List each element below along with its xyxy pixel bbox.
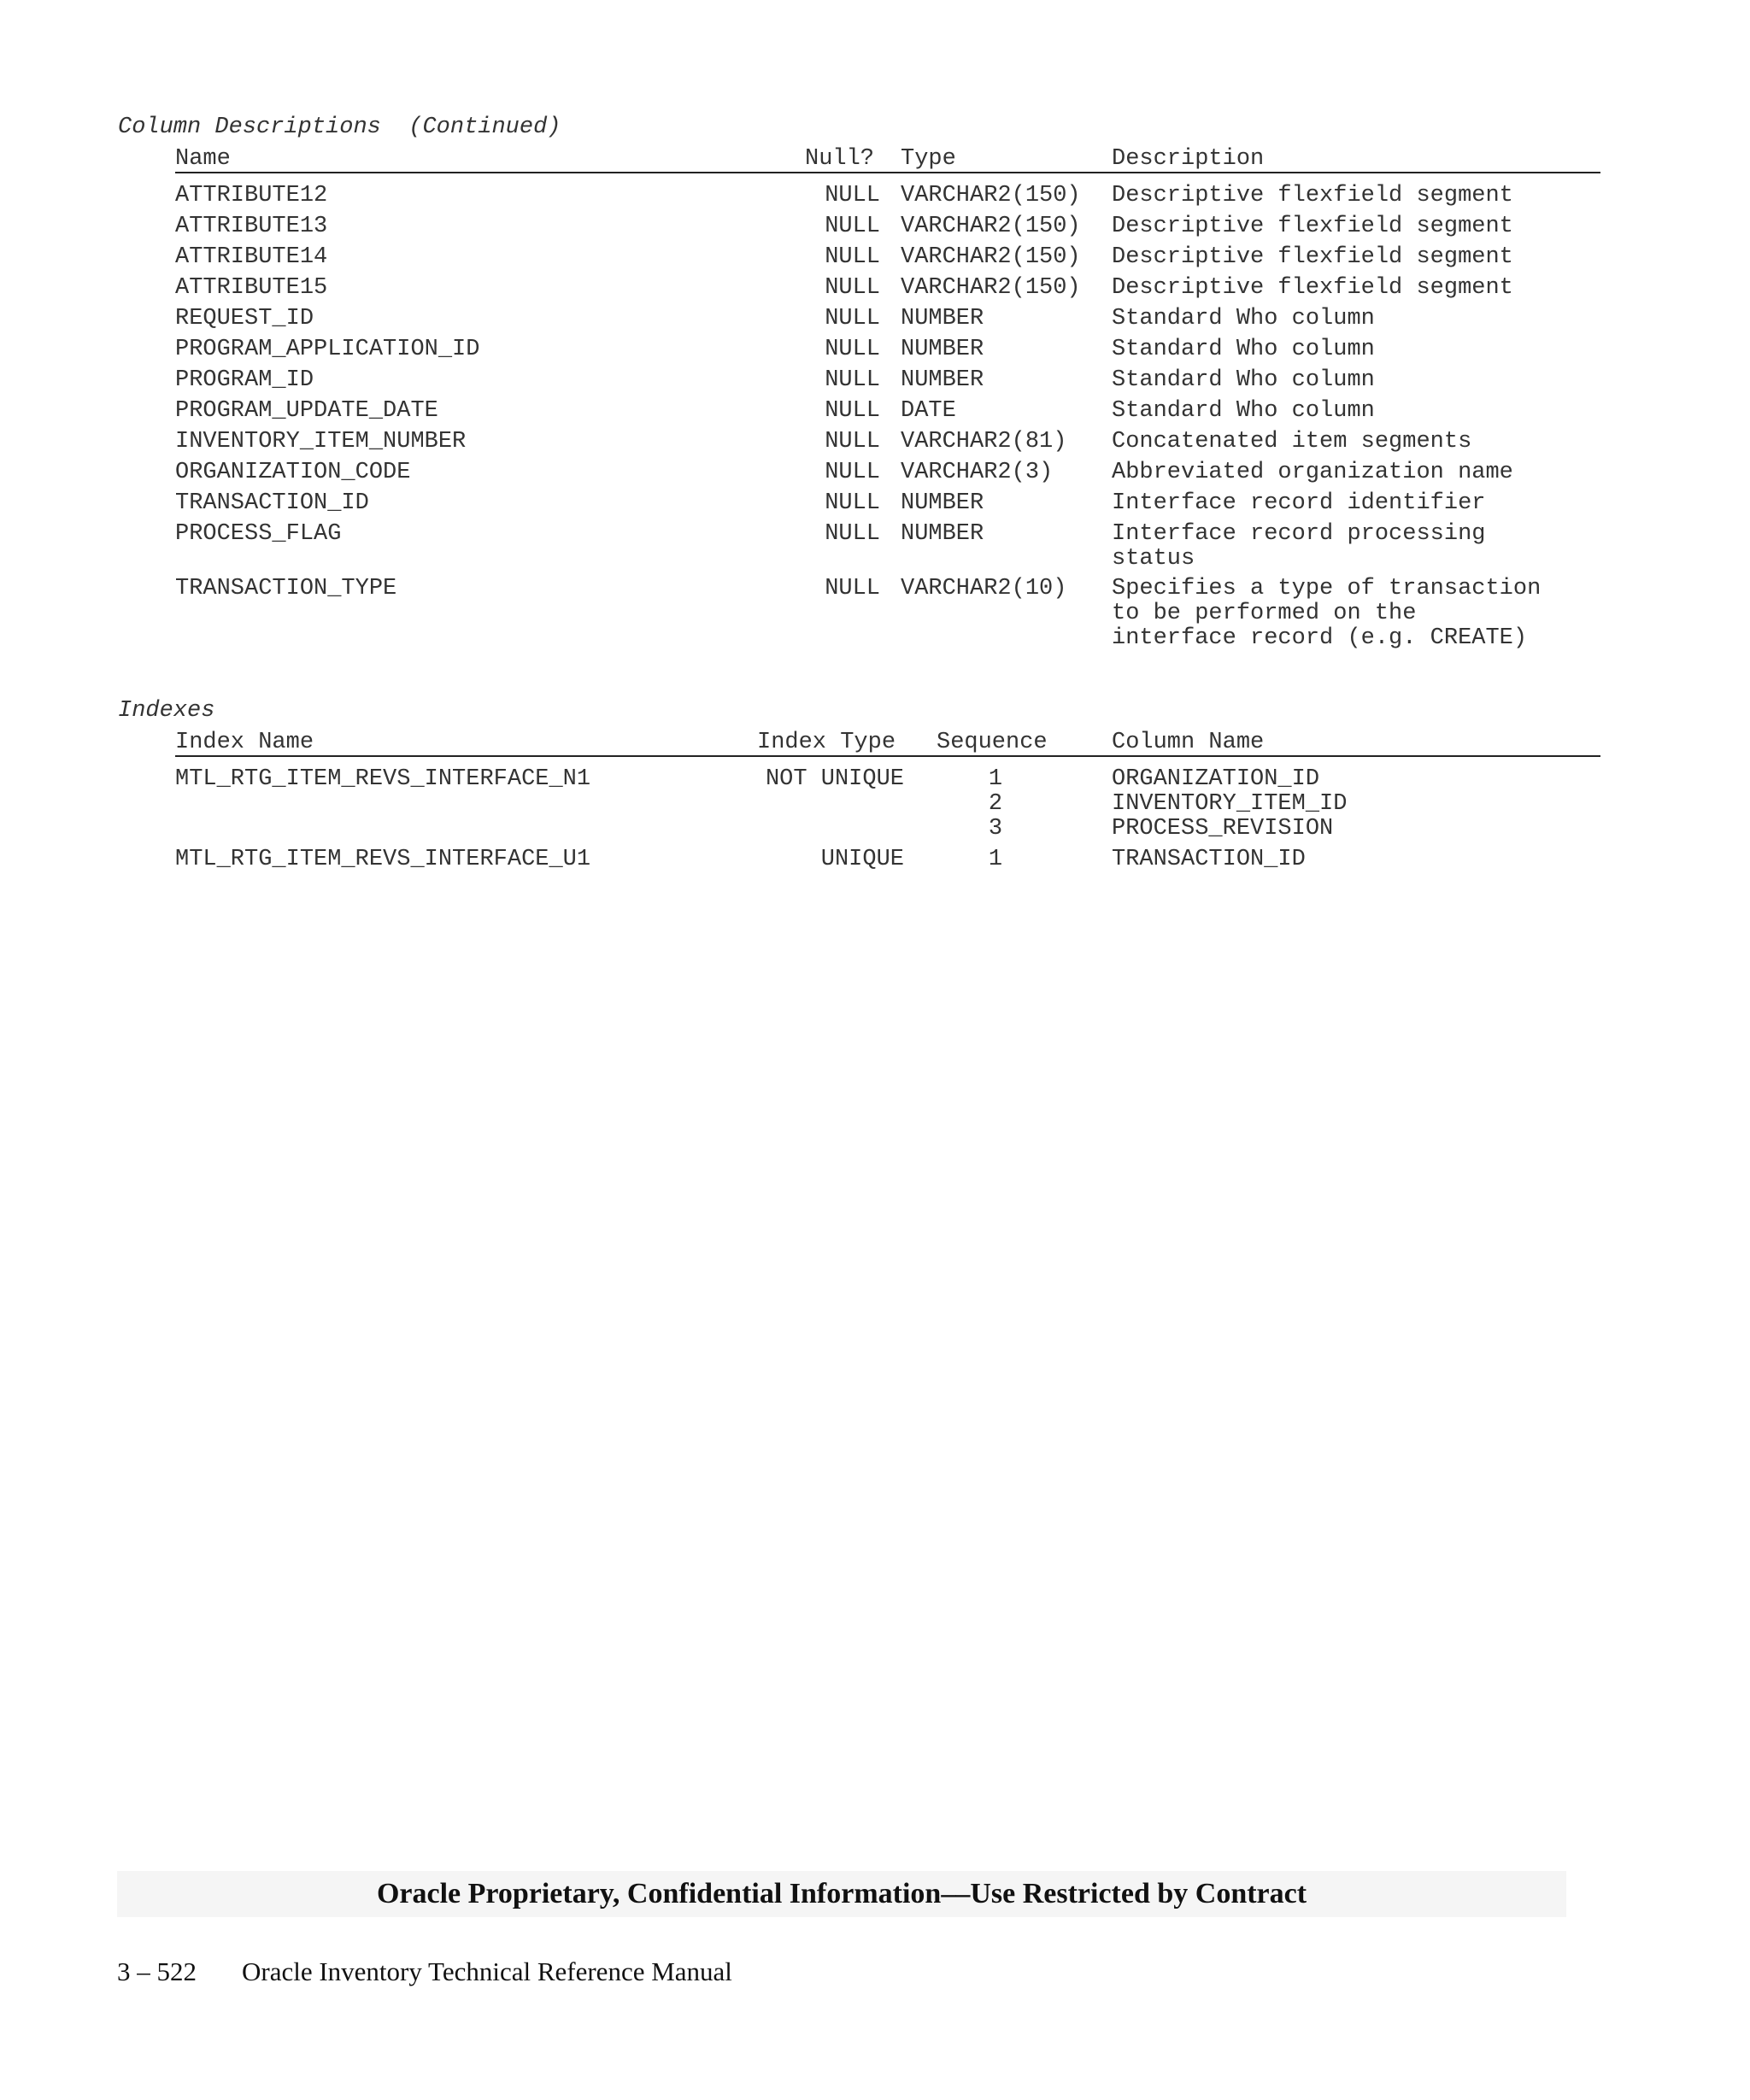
description-cell: Abbreviated organization name	[1112, 460, 1513, 485]
column-header-name: Name	[175, 146, 231, 172]
column-header-null: Null?	[805, 146, 875, 172]
type-cell: VARCHAR2(150)	[901, 244, 1081, 270]
null-cell: NULL	[825, 367, 880, 393]
null-cell: NULL	[825, 306, 880, 331]
column-name-cell: REQUEST_ID	[175, 306, 314, 331]
description-cell: Specifies a type of transaction to be performed on the interface record (e.g. CREATE)	[1112, 576, 1542, 651]
column-name-cell: ATTRIBUTE12	[175, 183, 328, 208]
manual-title: Oracle Inventory Technical Reference Manual	[242, 1956, 732, 1986]
column-name-cell: PROGRAM_UPDATE_DATE	[175, 398, 438, 424]
null-cell: NULL	[825, 275, 880, 301]
column-name-cell: TRANSACTION_TYPE	[175, 576, 397, 601]
null-cell: NULL	[825, 214, 880, 239]
column-name-cell: INVENTORY_ITEM_NUMBER	[175, 429, 467, 455]
type-cell: VARCHAR2(10)	[901, 576, 1067, 601]
index-column-cell: ORGANIZATION_ID INVENTORY_ITEM_ID PROCESS_REVISION	[1112, 766, 1348, 842]
type-cell: VARCHAR2(150)	[901, 183, 1081, 208]
type-cell: NUMBER	[901, 306, 984, 331]
column-name-cell: ATTRIBUTE14	[175, 244, 328, 270]
confidential-notice: Oracle Proprietary, Confidential Information––Use Restricted by Contract	[376, 1878, 1307, 1909]
column-name-cell: PROCESS_FLAG	[175, 521, 342, 547]
index-name-cell: MTL_RTG_ITEM_REVS_INTERFACE_U1	[175, 847, 591, 872]
column-header-description: Description	[1112, 146, 1265, 172]
null-cell: NULL	[825, 337, 880, 362]
type-cell: NUMBER	[901, 367, 984, 393]
description-cell: Standard Who column	[1112, 398, 1375, 424]
description-cell: Concatenated item segments	[1112, 429, 1472, 455]
null-cell: NULL	[825, 521, 880, 547]
null-cell: NULL	[825, 460, 880, 485]
column-name-cell: ATTRIBUTE13	[175, 214, 328, 239]
sequence-cell: 1	[988, 847, 1003, 872]
type-cell: DATE	[901, 398, 956, 424]
sequence-cell: 1 2 3	[988, 766, 1003, 842]
type-cell: NUMBER	[901, 337, 984, 362]
index-header-column-name: Column Name	[1112, 730, 1265, 755]
column-name-cell: TRANSACTION_ID	[175, 490, 369, 516]
confidential-banner	[117, 1871, 1566, 1917]
type-cell: VARCHAR2(3)	[901, 460, 1054, 485]
column-name-cell: PROGRAM_ID	[175, 367, 314, 393]
column-header-rule	[175, 172, 1600, 173]
column-header-type: Type	[901, 146, 956, 172]
type-cell: NUMBER	[901, 490, 984, 516]
column-name-cell: ORGANIZATION_CODE	[175, 460, 411, 485]
description-cell: Standard Who column	[1112, 337, 1375, 362]
page-number: 3 – 522	[117, 1956, 197, 1986]
null-cell: NULL	[825, 490, 880, 516]
index-type-cell: UNIQUE	[820, 847, 904, 872]
description-cell: Descriptive flexfield segment	[1112, 275, 1513, 301]
index-header-rule	[175, 755, 1600, 757]
description-cell: Interface record processing status	[1112, 521, 1486, 572]
column-descriptions-title: Column Descriptions (Continued)	[118, 114, 561, 140]
null-cell: NULL	[825, 244, 880, 270]
indexes-title: Indexes	[118, 698, 215, 724]
type-cell: VARCHAR2(150)	[901, 214, 1081, 239]
description-cell: Descriptive flexfield segment	[1112, 183, 1513, 208]
index-header-sequence: Sequence	[937, 730, 1048, 755]
column-name-cell: ATTRIBUTE15	[175, 275, 328, 301]
description-cell: Descriptive flexfield segment	[1112, 214, 1513, 239]
index-header-type: Index Type	[757, 730, 896, 755]
index-column-cell: TRANSACTION_ID	[1112, 847, 1306, 872]
null-cell: NULL	[825, 183, 880, 208]
type-cell: VARCHAR2(150)	[901, 275, 1081, 301]
null-cell: NULL	[825, 398, 880, 424]
description-cell: Standard Who column	[1112, 367, 1375, 393]
type-cell: NUMBER	[901, 521, 984, 547]
type-cell: VARCHAR2(81)	[901, 429, 1067, 455]
description-cell: Interface record identifier	[1112, 490, 1486, 516]
null-cell: NULL	[825, 576, 880, 601]
null-cell: NULL	[825, 429, 880, 455]
index-type-cell: NOT UNIQUE	[765, 766, 904, 792]
index-name-cell: MTL_RTG_ITEM_REVS_INTERFACE_N1	[175, 766, 591, 792]
description-cell: Standard Who column	[1112, 306, 1375, 331]
description-cell: Descriptive flexfield segment	[1112, 244, 1513, 270]
column-name-cell: PROGRAM_APPLICATION_ID	[175, 337, 480, 362]
index-header-name: Index Name	[175, 730, 314, 755]
